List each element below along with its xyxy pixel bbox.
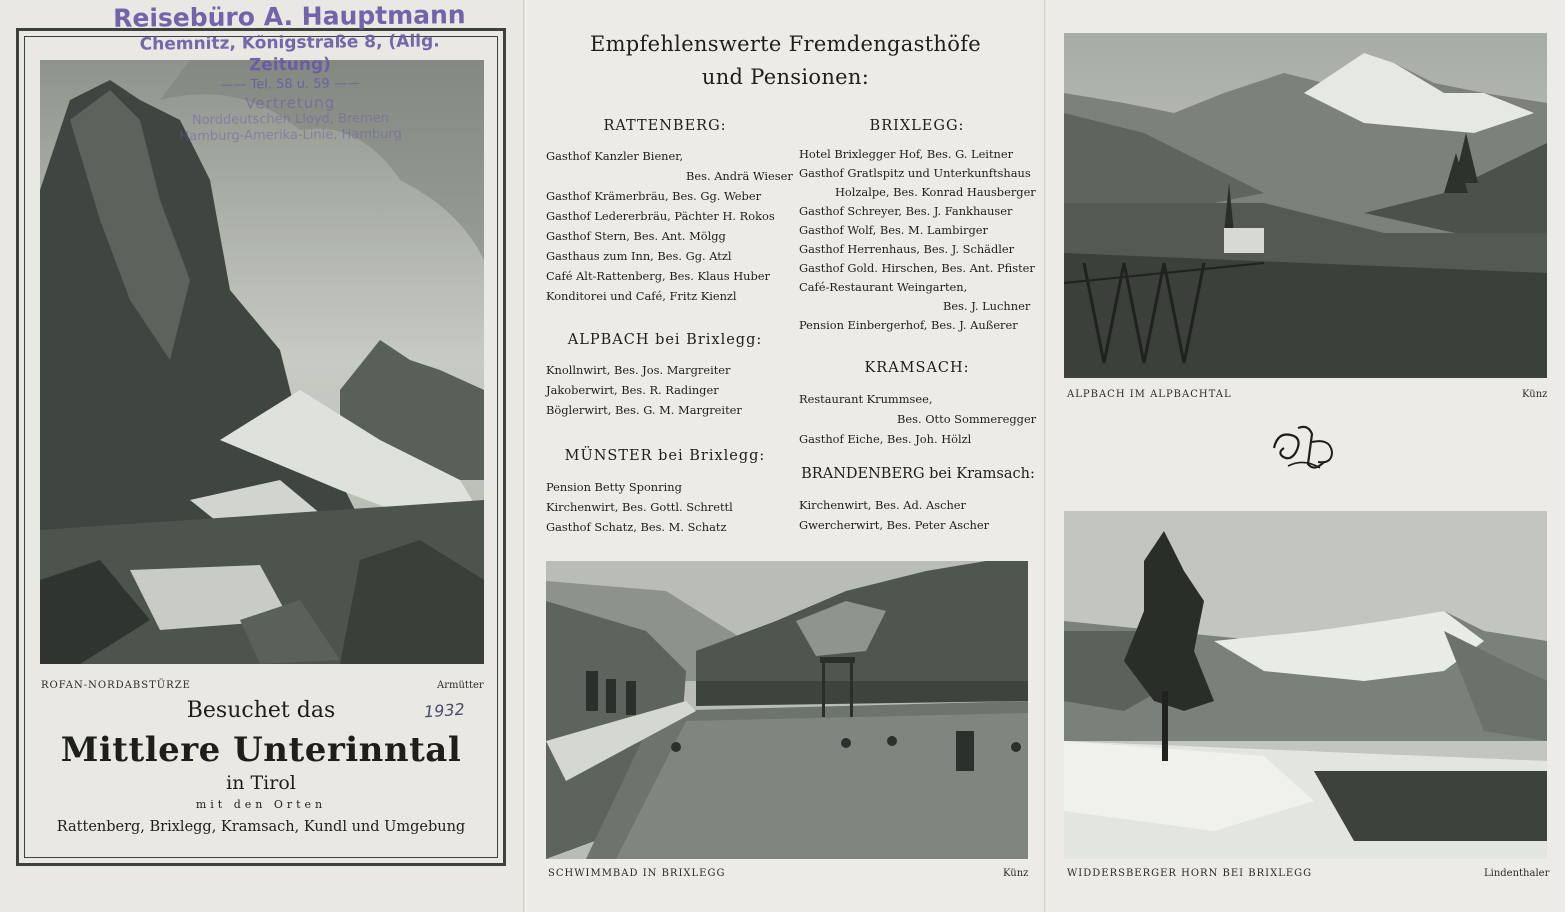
list-item: Konditorei und Café, Fritz Kienzl — [546, 289, 737, 303]
list-item: Gasthof Stern, Bes. Ant. Mölgg — [546, 229, 726, 243]
section-muenster-list — [546, 477, 733, 537]
list-item: Gasthof Krämerbräu, Bes. Gg. Weber — [546, 189, 762, 203]
list-item: Gasthof Herrenhaus, Bes. J. Schädler — [799, 242, 1015, 256]
stamp-agency-name: Reisebüro A. Hauptmann — [113, 0, 466, 33]
list-item: Bes. J. Luchner — [943, 299, 1031, 313]
stamp-hapag: Hamburg-Amerika-Linie, Hamburg — [179, 126, 402, 145]
guesthouse-heading — [527, 28, 1044, 94]
stamp-lloyd: Norddeutschen Lloyd, Bremen — [191, 110, 390, 129]
rofan-caption: ROFAN-NORDABSTÜRZE — [41, 680, 191, 691]
heading-line-1: Empfehlenswerte Fremdengasthöfe — [589, 32, 982, 56]
section-alpbach-heading: ALPBACH bei Brixlegg: — [567, 332, 763, 348]
list-item: Pension Einbergerhof, Bes. J. Außerer — [799, 318, 1018, 332]
list-item: Gasthaus zum Inn, Bes. Gg. Atzl — [546, 249, 732, 263]
list-item: Gasthof Schreyer, Bes. J. Fankhauser — [799, 204, 1013, 218]
section-brandenberg-list — [799, 495, 989, 535]
handwritten-year: 1932 — [423, 699, 466, 722]
list-item: Knollnwirt, Bes. Jos. Margreiter — [546, 363, 731, 377]
section-brandenberg-heading: BRANDENBERG bei Kramsach: — [801, 466, 1035, 482]
alpbach-photo — [1064, 33, 1547, 378]
section-brixlegg-heading: BRIXLEGG: — [869, 118, 965, 134]
list-item: Holzalpe, Bes. Konrad Hausberger — [835, 185, 1036, 199]
section-brixlegg-list — [799, 145, 1036, 335]
pool-credit: Künz — [1003, 868, 1029, 879]
list-item: Gwercherwirt, Bes. Peter Ascher — [799, 518, 990, 532]
stamp-address: Chemnitz, Königstraße 8, (Allg. Zeitung) — [139, 31, 440, 76]
heading-line-2: und Pensionen: — [701, 65, 870, 89]
list-item: Pension Betty Sponring — [546, 480, 682, 494]
list-item: Jakoberwirt, Bes. R. Radinger — [546, 383, 719, 397]
cover-panel — [0, 0, 523, 912]
widdersberger-credit: Lindenthaler — [1484, 868, 1550, 879]
list-item: Gasthof Schatz, Bes. M. Schatz — [546, 520, 727, 534]
list-item: Kirchenwirt, Bes. Gottl. Schrettl — [546, 500, 733, 514]
stamp-representation: Vertretung — [245, 93, 336, 113]
list-item: Kirchenwirt, Bes. Ad. Ascher — [799, 498, 966, 512]
alpbach-caption: ALPBACH IM ALPBACHTAL — [1067, 389, 1232, 400]
list-item: Gasthof Ledererbräu, Pächter H. Rokos — [546, 209, 775, 223]
list-item: Restaurant Krummsee, — [799, 392, 933, 406]
list-item: Bes. Otto Sommeregger — [897, 412, 1037, 426]
section-alpbach-list — [546, 360, 742, 420]
list-item: Café-Restaurant Weingarten, — [799, 280, 968, 294]
list-item: Bes. Andrä Wieser — [686, 169, 793, 183]
list-item: Gasthof Gratlspitz und Unterkunftshaus — [799, 166, 1031, 180]
pool-photo — [546, 561, 1028, 859]
list-item: Café Alt-Rattenberg, Bes. Klaus Huber — [546, 269, 770, 283]
section-kramsach-list — [799, 389, 1036, 449]
cover-title-block — [24, 0, 498, 912]
list-item: Böglerwirt, Bes. G. M. Margreiter — [546, 403, 742, 417]
cover-towns: Rattenberg, Brixlegg, Kramsach, Kundl und Umgebung — [56, 819, 466, 835]
widdersberger-caption: WIDDERSBERGER HORN BEI BRIXLEGG — [1067, 868, 1313, 879]
cover-title: Mittlere Unterinntal — [60, 730, 462, 770]
pool-caption: SCHWIMMBAD IN BRIXLEGG — [548, 868, 726, 879]
list-item: Hotel Brixlegger Hof, Bes. G. Leitner — [799, 147, 1014, 161]
widdersberger-photo — [1064, 511, 1547, 859]
list-item: Gasthof Kanzler Biener, — [546, 149, 684, 163]
cover-subtitle: in Tirol — [226, 772, 296, 794]
rofan-credit: Armütter — [437, 680, 484, 691]
cover-with-towns: mit den Orten — [195, 798, 327, 811]
alpbach-credit: Künz — [1522, 389, 1548, 400]
cover-pre-title: Besuchet das — [186, 698, 336, 723]
section-rattenberg-heading: RATTENBERG: — [603, 118, 727, 134]
section-muenster-heading: MÜNSTER bei Brixlegg: — [564, 448, 766, 464]
stamp-phone: —— Tel. 58 u. 59 —— — [220, 76, 360, 93]
list-item: Gasthof Eiche, Bes. Joh. Hölzl — [799, 432, 972, 446]
list-item: Gasthof Gold. Hirschen, Bes. Ant. Pfister — [799, 261, 1035, 275]
list-item: Gasthof Wolf, Bes. M. Lambirger — [799, 223, 988, 237]
guesthouse-panel — [527, 0, 1044, 912]
monogram-ornament-icon — [1268, 418, 1340, 474]
section-rattenberg-list — [546, 146, 793, 306]
section-kramsach-heading: KRAMSACH: — [864, 360, 970, 376]
